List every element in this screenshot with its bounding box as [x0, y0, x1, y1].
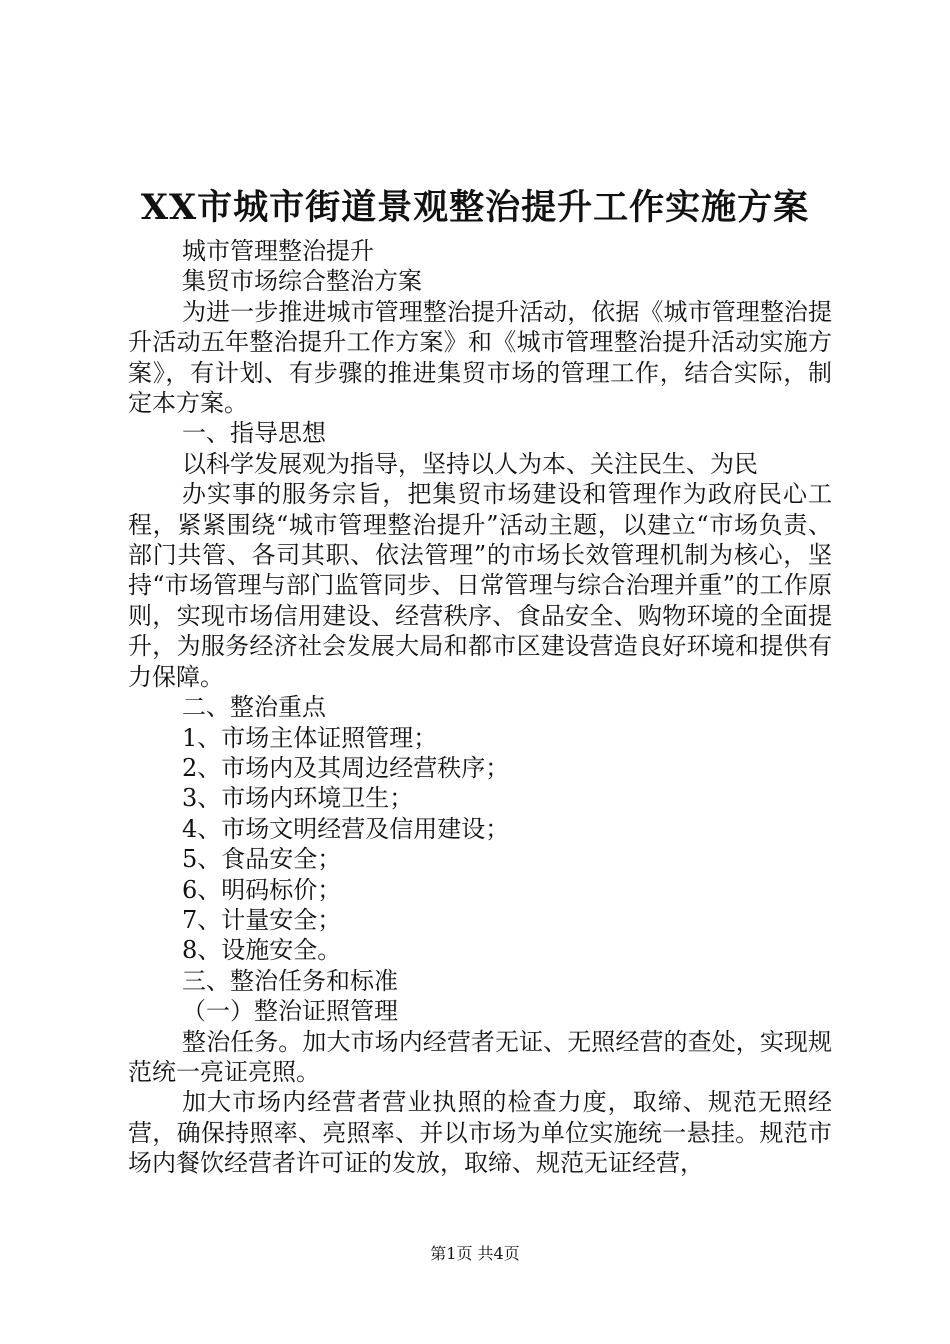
subtitle-line: 城市管理整治提升 — [182, 237, 374, 265]
section-heading: 一、指导思想 — [182, 419, 326, 448]
body-paragraph: 办实事的服务宗旨，把集贸市场建设和管理作为政府民心工程，紧紧围绕“城市管理整治提升”活动主题，以建立“市场负责、部门共管、各司其职、依法管理”的市场长效管理机制为核心，坚持“市场管理与部门监管同步、日常管理与综合治理并重”的工作原则，实现市场信用建设、经营秩序、食品安全、购物环境的全面提升，为服务经济社会发展大局和都市区建设营造良好环境和提供有力保障。 — [128, 480, 832, 691]
body-paragraph: 以科学发展观为指导，坚持以人为本、关注民生、为民 — [182, 449, 758, 478]
page-number: 第1页 共4页 — [430, 1244, 520, 1263]
body-paragraph: 为进一步推进城市管理整治提升活动，依据《城市管理整治提升活动五年整治提升工作方案》和《城市管理整治提升活动实施方案》，有计划、有步骤的推进集贸市场的管理工作，结合实际，制定本方案。 — [128, 297, 832, 418]
list-item: 3、市场内环境卫生； — [182, 784, 414, 813]
list-item: 1、市场主体证照管理； — [182, 723, 438, 752]
document-body — [128, 236, 832, 1179]
subsection-heading: （一）整治证照管理 — [182, 997, 398, 1026]
section-heading: 二、整治重点 — [182, 693, 326, 722]
list-item: 8、设施安全。 — [182, 936, 342, 965]
document-title: XX市城市街道景观整治提升工作实施方案 — [140, 187, 810, 228]
list-item: 2、市场内及其周边经营秩序； — [182, 753, 510, 782]
list-item: 6、明码标价； — [182, 875, 342, 904]
section-heading: 三、整治任务和标准 — [182, 966, 398, 995]
list-item: 5、食品安全； — [182, 845, 342, 874]
body-paragraph: 整治任务。加大市场内经营者无证、无照经营的查处，实现规范统一亮证亮照。 — [128, 1027, 832, 1086]
list-item: 7、计量安全； — [182, 905, 342, 934]
subtitle-line: 集贸市场综合整治方案 — [182, 267, 422, 296]
body-paragraph: 加大市场内经营者营业执照的检查力度，取缔、规范无照经营，确保持照率、亮照率、并以市场为单位实施统一悬挂。规范市场内餐饮经营者许可证的发放，取缔、规范无证经营， — [128, 1088, 832, 1178]
list-item: 4、市场文明经营及信用建设； — [182, 814, 510, 843]
